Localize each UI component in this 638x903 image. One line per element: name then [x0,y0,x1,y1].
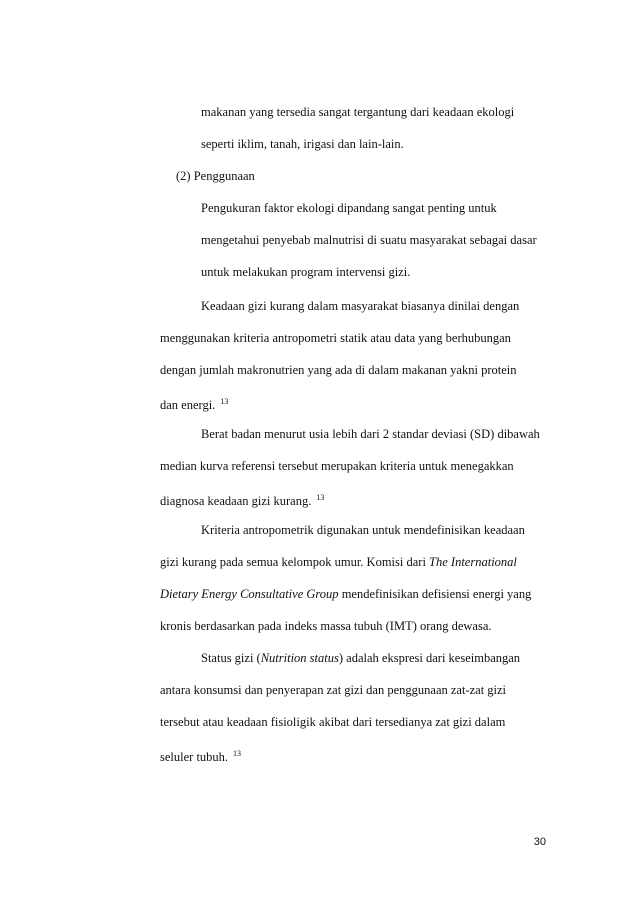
list-heading: (2) Penggunaan [176,169,255,183]
paragraph-first-line: Berat badan menurut usia lebih dari 2 standar deviasi (SD) dibawah [201,427,540,441]
text-line: median kurva referensi tersebut merupakan kriteria untuk menegakkan [160,459,514,473]
text-line: mengetahui penyebab malnutrisi di suatu masyarakat sebagai dasar [201,233,537,247]
text-line: makanan yang tersedia sangat tergantung dari keadaan ekologi [201,105,515,119]
text-line: tersebut atau keadaan fisioligik akibat dari tersedianya zat gizi dalam [160,715,506,729]
footnote-reference: 13 [233,749,242,758]
paragraph-first-line: Keadaan gizi kurang dalam masyarakat biasanya dinilai dengan [201,299,520,313]
text-line: menggunakan kriteria antropometri statik atau data yang berhubungan [160,331,511,345]
footnote-reference: 13 [316,493,325,502]
text-line: gizi kurang pada semua kelompok umur. Komisi dari The International [160,555,517,569]
italic-term: The International [429,555,517,569]
paragraph-first-line: Kriteria antropometrik digunakan untuk mendefinisikan keadaan [201,523,525,537]
text-line: seluler tubuh. $^{13}$ [160,749,242,764]
paragraph-first-line: Status gizi (Nutrition status) adalah ekspresi dari keseimbangan [201,651,521,665]
text-line: Pengukuran faktor ekologi dipandang sangat penting untuk [201,201,497,215]
text-line: dengan jumlah makronutrien yang ada di dalam makanan yakni protein [160,363,517,377]
text-line: kronis berdasarkan pada indeks massa tubuh (IMT) orang dewasa. [160,619,492,633]
italic-term: Nutrition status [260,651,339,665]
page-number: 30 [533,836,546,848]
text-line: antara konsumsi dan penyerapan zat gizi dan penggunaan zat-zat gizi [160,683,507,697]
text-line: seperti iklim, tanah, irigasi dan lain-lain. [201,137,404,151]
text-line: diagnosa keadaan gizi kurang. $^{13}$ [160,493,325,508]
text-line: Dietary Energy Consultative Group mendefinisikan defisiensi energi yang [160,587,532,601]
italic-term: Dietary Energy Consultative Group [160,587,339,601]
footnote-reference: 13 [220,397,229,406]
text-line: dan energi. $^{13}$ [160,397,229,412]
text-line: untuk melakukan program intervensi gizi. [201,265,411,279]
